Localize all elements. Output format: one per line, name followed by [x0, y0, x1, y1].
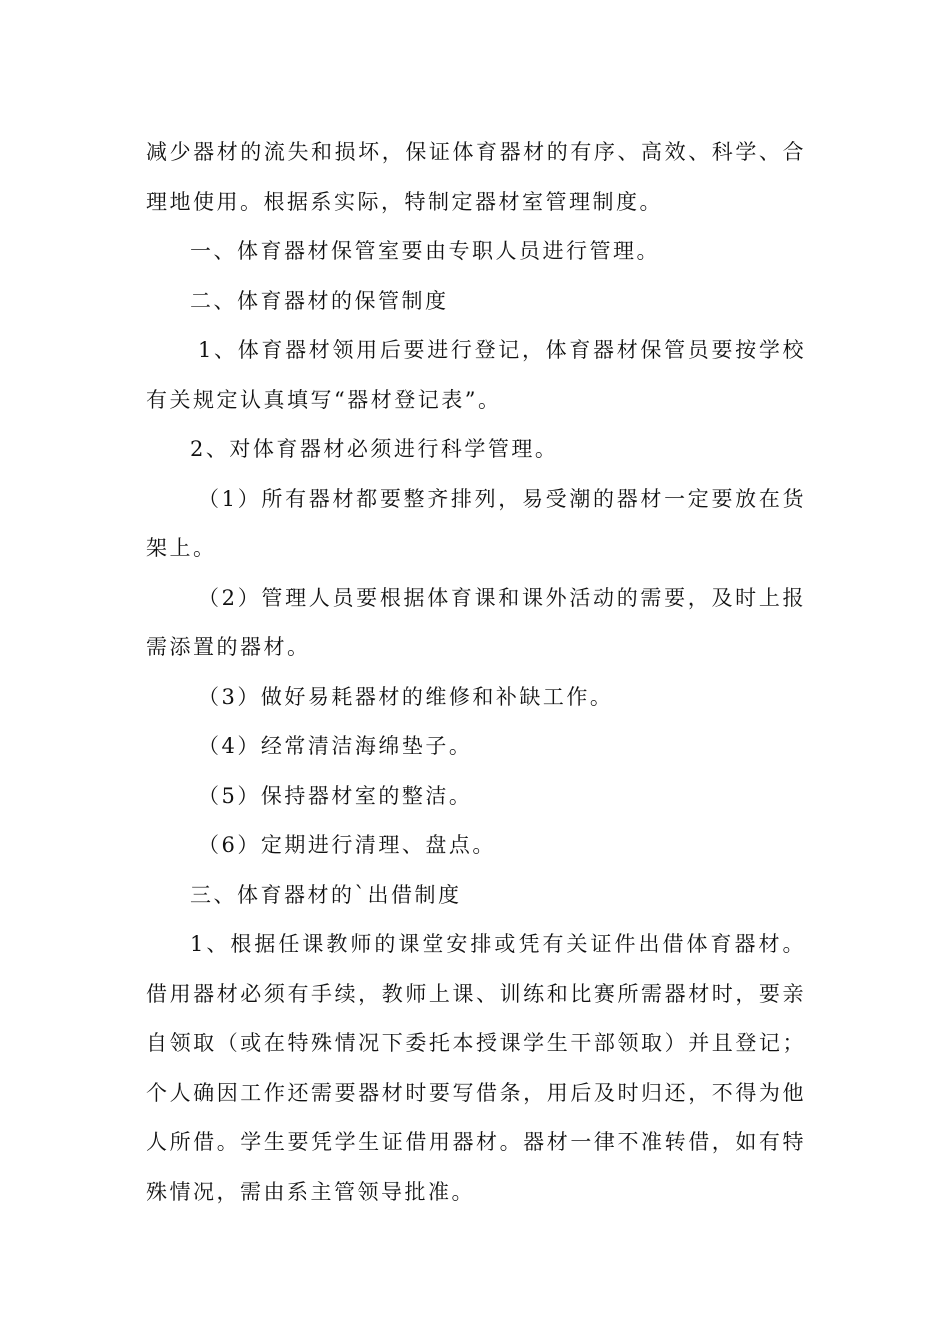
sub-item-4: （4）经常清洁海绵垫子。 — [198, 734, 473, 758]
section-heading-1: 一、体育器材保管室要由专职人员进行管理。 — [190, 239, 660, 263]
paragraph-item-2: 2、对体育器材必须进行科学管理。 — [190, 437, 559, 461]
paragraph-lending-rules: 1、根据任课教师的课堂安排或凭有关证件出借体育器材。借用器材必须有手续，教师上课、训练和比赛所需器材时，要亲自领取（或在特殊情况下委托本授课学生干部领取）并且登记；个人确因工作还需要器材时要写借条，用后及时归还，不得为他人所借。学生要凭学生证借用器材。器材一律不准转借，如有特殊情况，需由系主管领导批准。 — [146, 932, 806, 1204]
document-body — [146, 128, 806, 1217]
sub-item-6: （6）定期进行清理、盘点。 — [198, 833, 496, 857]
sub-item-1: （1）所有器材都要整齐排列，易受潮的器材一定要放在货架上。 — [146, 486, 806, 560]
paragraph-intro-continued: 减少器材的流失和损坏，保证体育器材的有序、高效、科学、合理地使用。根据系实际，特制定器材室管理制度。 — [146, 140, 806, 214]
section-heading-3: 三、体育器材的`出借制度 — [190, 882, 462, 907]
sub-item-3: （3）做好易耗器材的维修和补缺工作。 — [198, 684, 614, 709]
paragraph-item-1: 1、体育器材领用后要进行登记，体育器材保管员要按学校有关规定认真填写“器材登记表”。 — [146, 338, 806, 412]
sub-item-5: （5）保持器材室的整洁。 — [198, 783, 473, 808]
section-heading-2: 二、体育器材的保管制度 — [190, 288, 449, 313]
sub-item-2: （2）管理人员要根据体育课和课外活动的需要，及时上报需添置的器材。 — [146, 585, 806, 659]
